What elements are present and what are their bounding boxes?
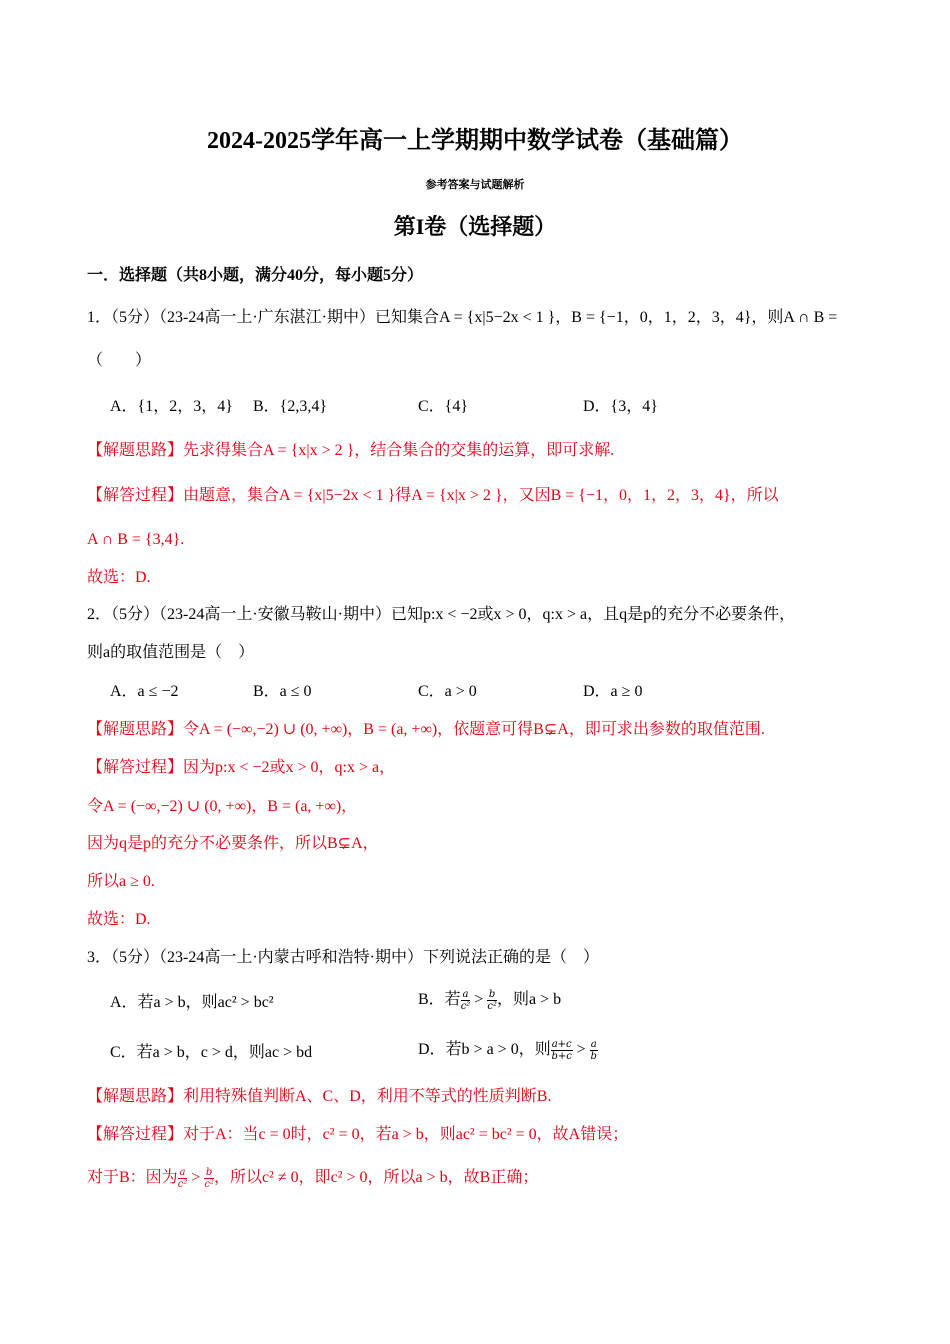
q3-solution-process-1: 【解答过程】对于A：当c = 0时，c² = 0，若a > b，则ac² = bc² = 0，故A错误； xyxy=(87,1126,629,1143)
q2-solution-process-2: 令A = (−∞,−2) ∪ (0, +∞)，B = (a, +∞)， xyxy=(87,798,358,815)
q2-option-b: B．a ≤ 0 xyxy=(253,683,312,700)
fraction-a-plus-c-over-b-plus-c: $\frac{a+c}{b+c}$ xyxy=(551,1039,572,1062)
section-heading: 一．选择题（共8小题，满分40分，每小题5分） xyxy=(87,267,424,284)
q3-option-b xyxy=(418,989,561,1012)
q3-solution-process-2: 对于B：因为 $\frac{a}{\text{c²}}$ > $\frac{b}{\text{c²}}$ ，所以c² ≠ 0，即c² > 0，所以a > b，故B正确； xyxy=(87,1167,539,1190)
q3-option-c: C．若a > b，c > d，则ac > bd xyxy=(110,1044,313,1061)
q2-solution-idea: 【解题思路】令A = (−∞,−2) ∪ (0, +∞)，B = (a, +∞)，依题意可得B⊊A，即可求出参数的取值范围. xyxy=(87,721,765,738)
q3-option-b-prefix: B．若 xyxy=(418,991,461,1009)
q2-option-d: D．a ≥ 0 xyxy=(583,683,643,700)
fraction-b-over-c2: $\frac{b}{\text{c²}}$ xyxy=(204,1167,214,1190)
q3-option-d xyxy=(418,1039,598,1062)
greater-than: > xyxy=(572,1041,590,1059)
q2-solution-process-3: 因为q是p的充分不必要条件，所以B⊊A， xyxy=(87,835,379,852)
exam-title: 2024-2025学年高一上学期期中数学试卷（基础篇） xyxy=(207,128,743,154)
q2-option-a: A．a ≤ −2 xyxy=(110,683,179,700)
q3-option-a: A．若a > b，则ac² > bc² xyxy=(110,994,274,1011)
q1-option-b: B．{2,3,4} xyxy=(253,398,328,415)
q1-option-d: D．{3，4} xyxy=(583,398,658,415)
q1-option-c: C．{4} xyxy=(418,398,469,415)
q2-stem-line1: 2．（5分）（23-24高一上·安徽马鞍山·期中）已知p:x < −2或x > 0，q:x > a，且q是p的充分不必要条件， xyxy=(87,606,796,623)
greater-than: > xyxy=(470,991,488,1009)
part-heading: 第I卷（选择题） xyxy=(393,214,557,239)
q1-stem-line2: （ ） xyxy=(87,352,152,369)
q3-option-b-suffix: ，则a > b xyxy=(496,991,562,1009)
q3-solution-idea: 【解题思路】利用特殊值判断A、C、D，利用不等式的性质判断B. xyxy=(87,1088,552,1105)
q1-answer: 故选：D. xyxy=(87,569,151,586)
q1-stem-line1: 1．（5分）（23-24高一上·广东湛江·期中）已知集合A = {x|5−2x < 1 }，B = {−1，0，1，2，3，4}，则A ∩ B = xyxy=(87,309,838,326)
exam-subtitle: 参考答案与试题解析 xyxy=(425,179,525,191)
q2-solution-process-1: 【解答过程】因为p:x < −2或x > 0，q:x > a， xyxy=(87,759,396,776)
q3-option-d-prefix: D．若b > a > 0，则 xyxy=(418,1041,551,1059)
q2-answer: 故选：D. xyxy=(87,911,151,928)
q1-solution-process-1: 【解答过程】由题意，集合A = {x|5−2x < 1 }得A = {x|x > 2 }，又因B = {−1，0，1，2，3，4}，所以 xyxy=(87,487,779,504)
fraction-a-over-c2: $\frac{a}{\text{c²}}$ xyxy=(177,1167,188,1190)
q3-stem: 3．（5分）（23-24高一上·内蒙古呼和浩特·期中）下列说法正确的是（ ） xyxy=(87,949,599,966)
fraction-a-over-b: $\frac{a}{b}$ xyxy=(590,1039,597,1062)
q1-solution-process-2: A ∩ B = {3,4}. xyxy=(87,531,185,548)
fraction-a-over-c2: $\frac{a}{\text{c²}}$ xyxy=(460,989,471,1012)
fraction-b-over-c2: $\frac{b}{\text{c²}}$ xyxy=(487,989,497,1012)
q2-solution-process-4: 所以a ≥ 0. xyxy=(87,873,155,890)
q2-stem-line2: 则a的取值范围是（ ） xyxy=(87,644,255,661)
q2-option-c: C．a > 0 xyxy=(418,683,477,700)
q1-solution-idea: 【解题思路】先求得集合A = {x|x > 2 }，结合集合的交集的运算，即可求解. xyxy=(87,442,615,459)
q1-option-a: A．{1，2，3，4} xyxy=(110,398,233,415)
